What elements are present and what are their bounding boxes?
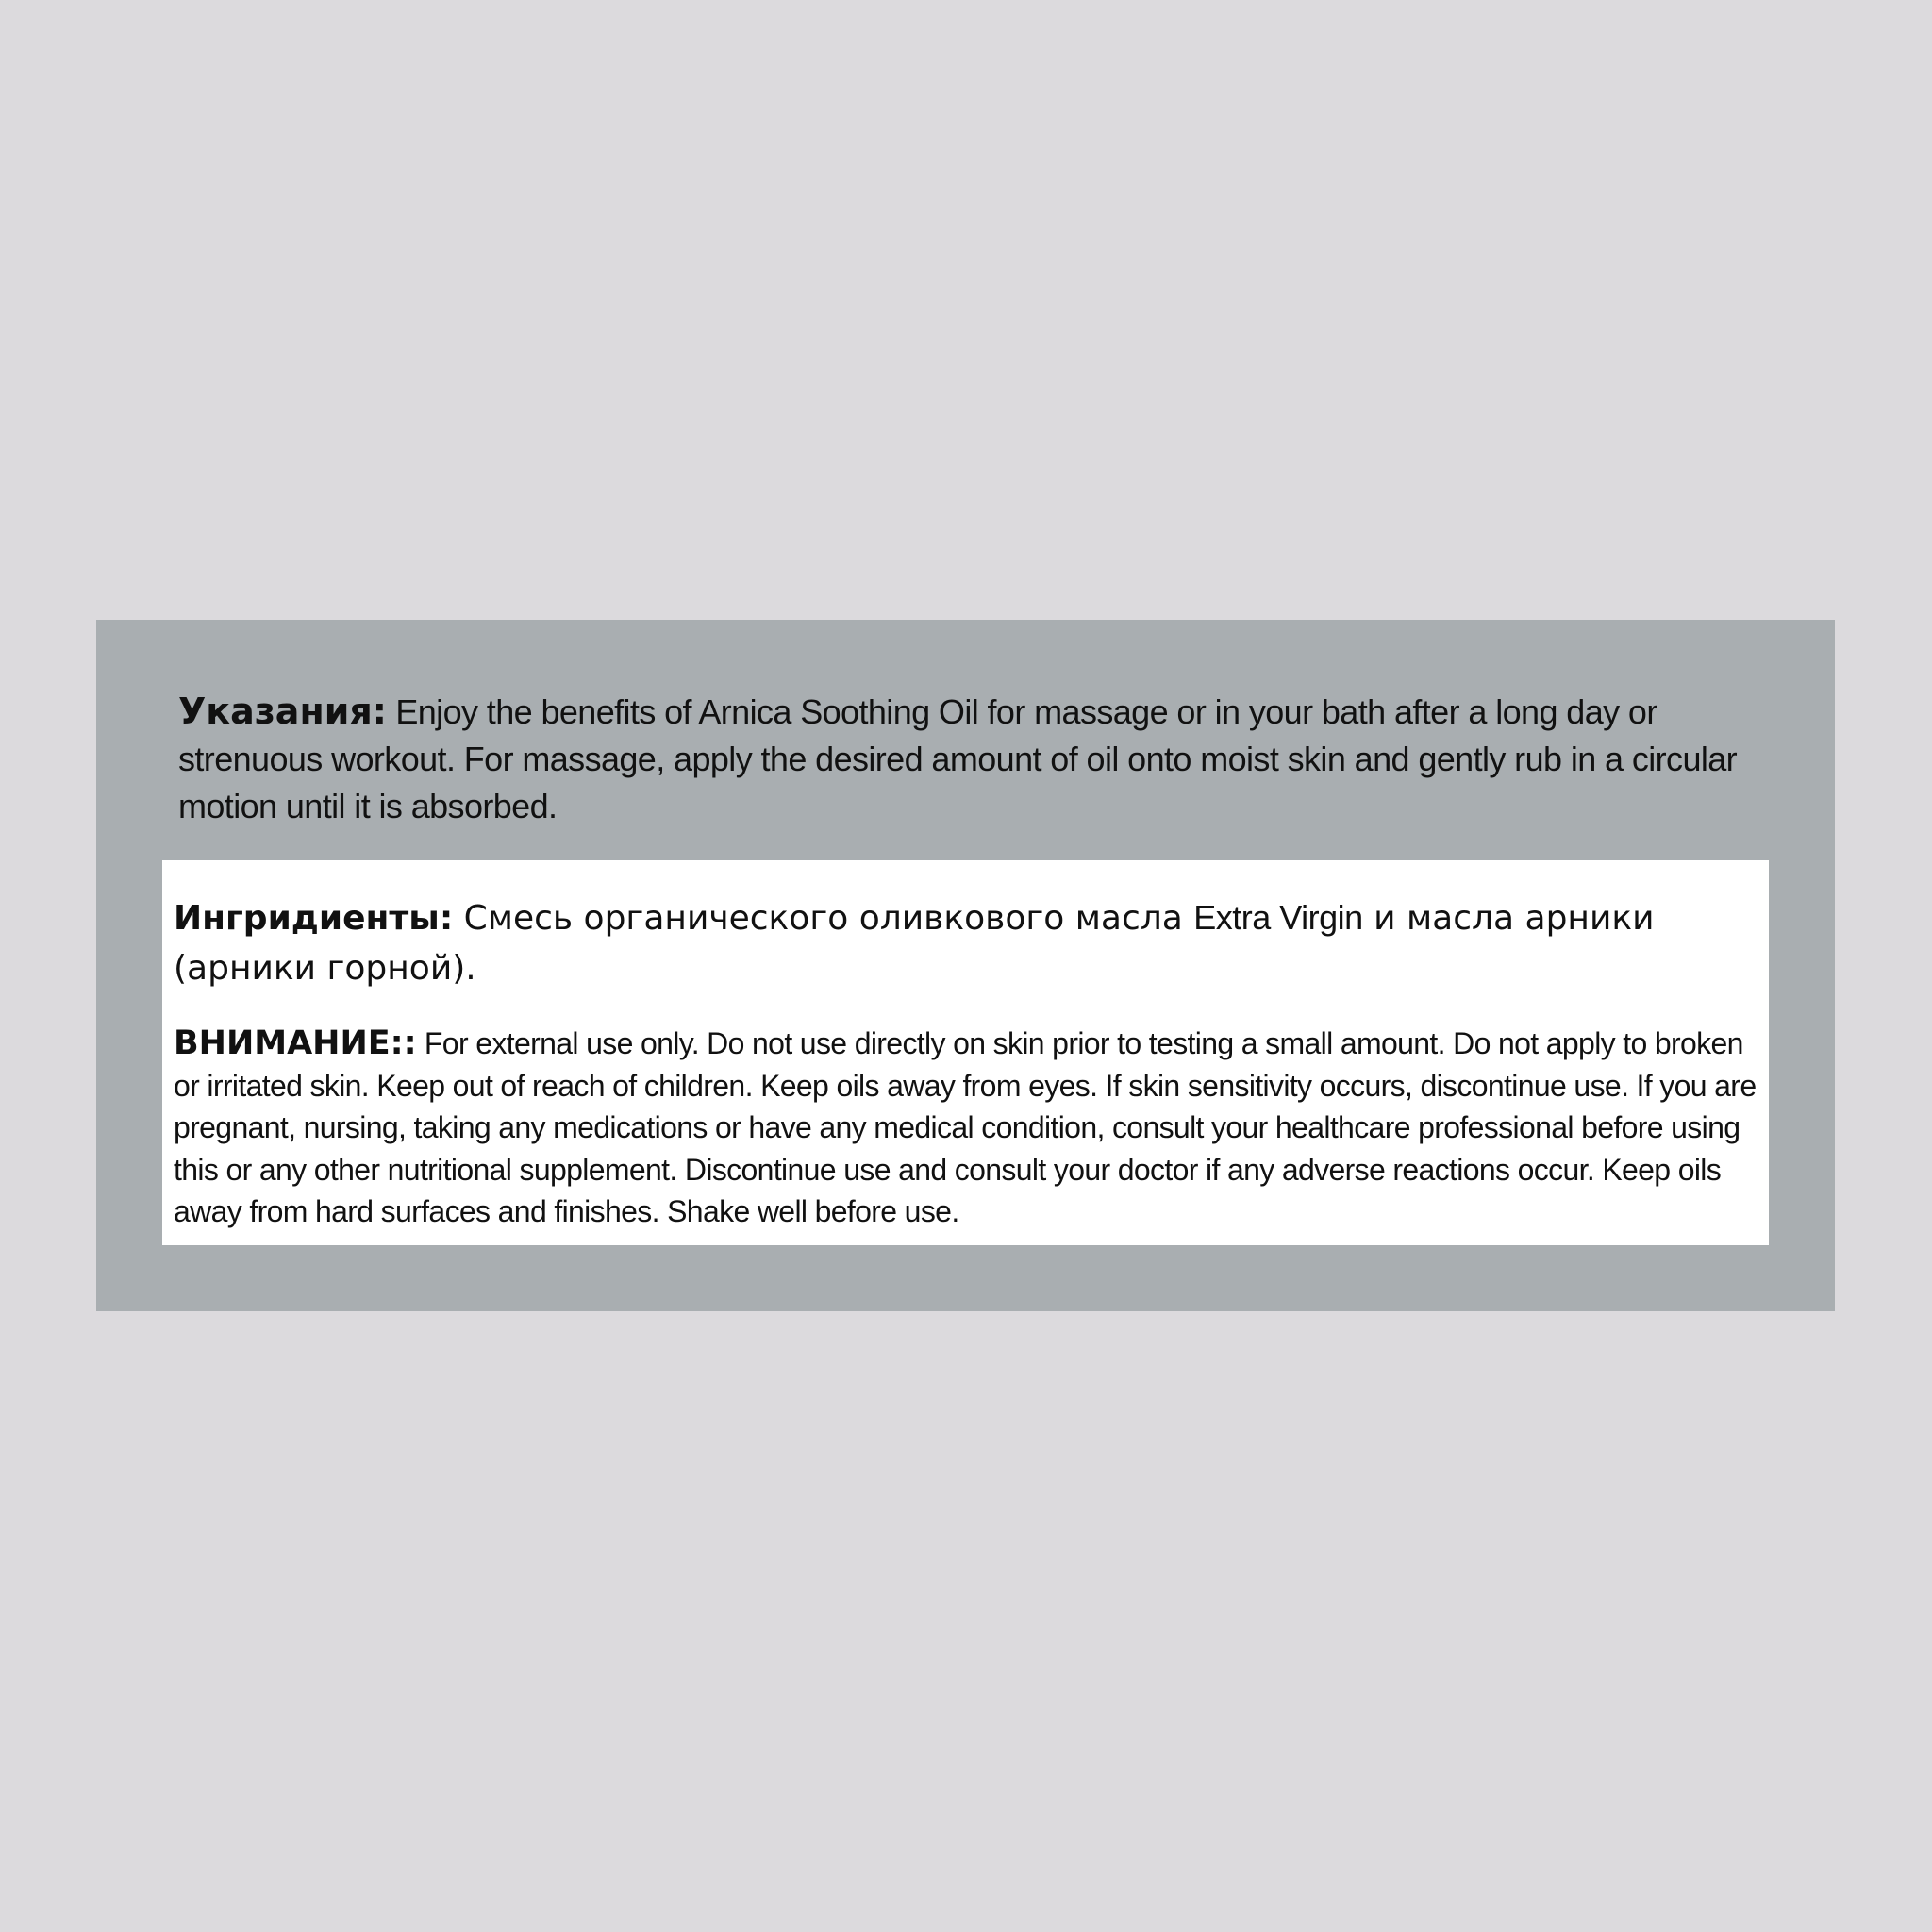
ingredients-text: Смесь органического оливкового масла xyxy=(453,899,1194,938)
directions-text: Enjoy the benefits of Arnica Soothing Oil for massage or in your bath after a long day or strenuous workout. For massage, apply the desired amount of oil onto moist skin and gently rub in a circular motion until it is absorbed. xyxy=(178,692,1738,825)
ingredients-paragraph xyxy=(174,892,1758,993)
directions-paragraph xyxy=(178,688,1782,830)
ingredients-heading: Ингридиенты: xyxy=(174,899,454,938)
warning-heading: ВНИМАНИЕ:: xyxy=(174,1024,417,1062)
ingredients-warning-box xyxy=(162,860,1769,1245)
product-label-panel xyxy=(96,620,1835,1311)
warning-text: For external use only. Do not use directly on skin prior to testing a small amount. Do not apply to broken or irritated skin. Keep out of reach of children. Keep oils away from eyes. If skin sensitivity occurs, discontinue use. If you are pregnant, nursing, taking any medications or have any medical condition, consult your healthcare professional before using this or any other nutritional supplement. Discontinue use and consult your doctor if any adverse reactions occur. Keep oils away from hard surfaces and finishes. Shake well before use. xyxy=(174,1026,1757,1228)
directions-heading: Указания: xyxy=(178,691,387,732)
warning-paragraph xyxy=(174,1023,1768,1233)
ingredients-latin-text: Extra Virgin xyxy=(1193,898,1363,937)
ingredients-text-end: и масла арники (арники горной). xyxy=(174,899,1655,988)
